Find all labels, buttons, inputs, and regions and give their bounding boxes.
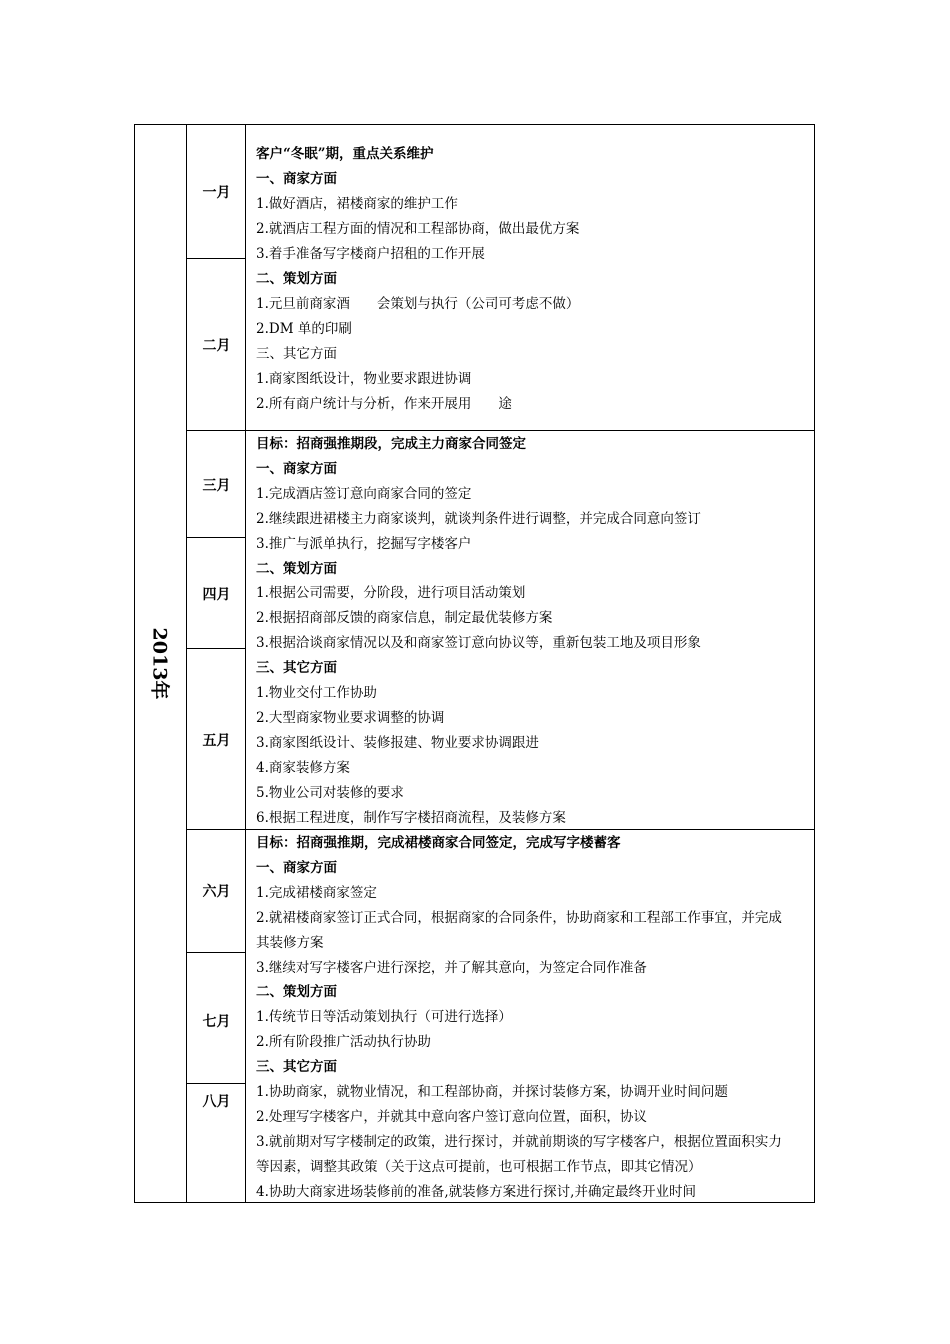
- content-line: 2.继续跟进裙楼主力商家谈判，就谈判条件进行调整，并完成合同意向签订: [256, 510, 701, 527]
- content-line: 其装修方案: [256, 934, 324, 951]
- content-line: 1.完成裙楼商家签定: [256, 884, 377, 901]
- content-line: 4.商家装修方案: [256, 759, 350, 776]
- content-line: 一、商家方面: [256, 859, 337, 876]
- row-divider: [186, 258, 245, 259]
- row-divider: [186, 537, 245, 538]
- content-line: 三、其它方面: [256, 660, 337, 677]
- content-line: 2.就酒店工程方面的情况和工程部协商，做出最优方案: [256, 221, 580, 237]
- content-line: 2.根据招商部反馈的商家信息，制定最优装修方案: [256, 610, 553, 627]
- content-line: 2.处理写字楼客户，并就其中意向客户签订意向位置，面积，协议: [256, 1108, 647, 1125]
- content-line: 等因素，调整其政策（关于这点可提前，也可根据工作节点，即其它情况）: [256, 1158, 702, 1175]
- content-line: 二、策划方面: [256, 560, 337, 577]
- content-line: 4.协助大商家进场装修前的准备,就装修方案进行探讨,并确定最终开业时间: [256, 1183, 696, 1200]
- content-line: 3.就前期对写字楼制定的政策，进行探讨，并就前期谈的写字楼客户，根据位置面积实力: [256, 1133, 782, 1150]
- month-april: 四月: [202, 587, 231, 603]
- month-may: 五月: [202, 733, 231, 749]
- content-line: 1.商家图纸设计，物业要求跟进协调: [256, 371, 472, 387]
- row-divider: [186, 952, 245, 953]
- month-august: 八月: [202, 1094, 231, 1110]
- content-line: 1.传统节日等活动策划执行（可进行选择）: [256, 1009, 512, 1026]
- content-line: 1.根据公司需要，分阶段，进行项目活动策划: [256, 585, 526, 602]
- month-january: 一月: [202, 185, 231, 201]
- row-divider: [186, 648, 245, 649]
- month-june: 六月: [202, 884, 231, 900]
- content-line: 三、其它方面: [256, 346, 337, 362]
- content-line: 一、商家方面: [256, 171, 337, 187]
- month-july: 七月: [202, 1014, 231, 1030]
- column-divider: [245, 125, 246, 1202]
- month-february: 二月: [202, 338, 231, 354]
- row-divider: [186, 829, 814, 830]
- plan-table: [134, 124, 815, 1203]
- content-line: 二、策划方面: [256, 271, 337, 287]
- year-label: [135, 125, 187, 1202]
- content-line: 3.推广与派单执行，挖掘写字楼客户: [256, 535, 472, 552]
- content-line: 目标：招商强推期，完成裙楼商家合同签定，完成写字楼蓄客: [256, 835, 621, 851]
- content-line: 2.所有商户统计与分析，作来开展用 途: [256, 396, 512, 412]
- content-line: 1.物业交付工作协助: [256, 685, 377, 701]
- content-line: 3.商家图纸设计、装修报建、物业要求协调跟进: [256, 734, 539, 751]
- row-divider: [186, 1083, 245, 1084]
- content-line: 1.完成酒店签订意向商家合同的签定: [256, 485, 472, 502]
- content-line: 3.着手准备写字楼商户招租的工作开展: [256, 246, 485, 262]
- content-line: 2.所有阶段推广活动执行协助: [256, 1034, 431, 1051]
- content-line: 1.元旦前商家酒 会策划与执行（公司可考虑不做）: [256, 296, 580, 312]
- row-divider: [186, 430, 814, 431]
- content-line: 1.协助商家，就物业情况，和工程部协商，并探讨装修方案，协调开业时间问题: [256, 1084, 728, 1100]
- content-line: 二、策划方面: [256, 984, 337, 1001]
- content-line: 2.DM 单的印刷: [256, 321, 352, 337]
- month-march: 三月: [202, 478, 231, 494]
- content-line: 客户“冬眠”期，重点关系维护: [256, 146, 434, 162]
- year-text: 2013年: [148, 627, 171, 700]
- content-line: 3.根据洽谈商家情况以及和商家签订意向协议等，重新包装工地及项目形象: [256, 635, 701, 652]
- content-line: 三、其它方面: [256, 1059, 337, 1076]
- content-line: 2.就裙楼商家签订正式合同，根据商家的合同条件，协助商家和工程部工作事宜，并完成: [256, 909, 782, 926]
- content-line: 3.继续对写字楼客户进行深挖，并了解其意向，为签定合同作准备: [256, 959, 647, 976]
- content-line: 1.做好酒店，裙楼商家的维护工作: [256, 196, 458, 212]
- content-line: 2.大型商家物业要求调整的协调: [256, 709, 445, 726]
- content-line: 目标：招商强推期段，完成主力商家合同签定: [256, 436, 526, 452]
- content-line: 一、商家方面: [256, 460, 337, 477]
- content-line: 5.物业公司对装修的要求: [256, 784, 404, 801]
- content-line: 6.根据工程进度，制作写字楼招商流程，及装修方案: [256, 809, 566, 826]
